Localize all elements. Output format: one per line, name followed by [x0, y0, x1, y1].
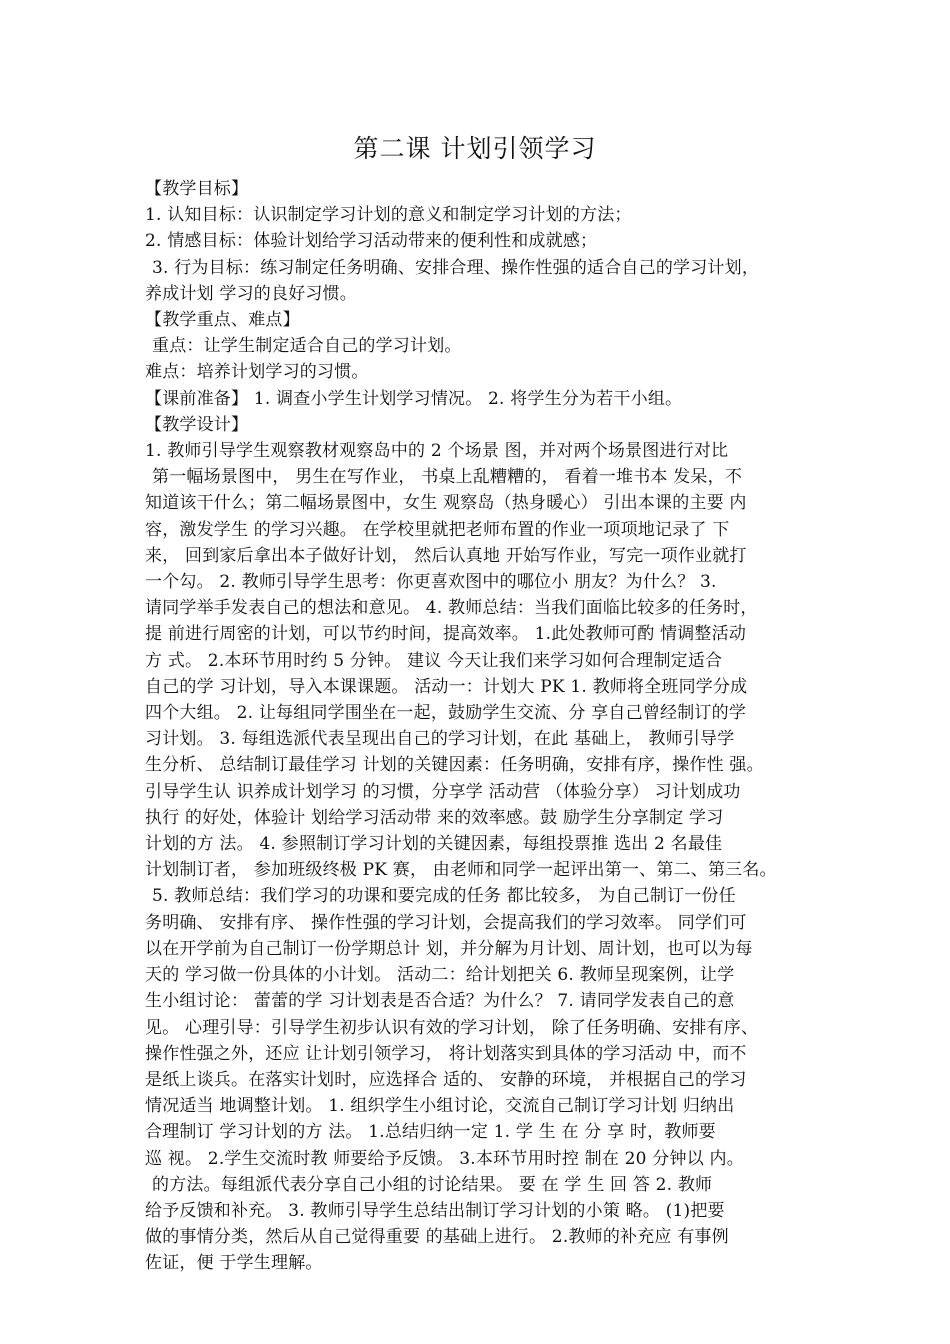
text-line: 请同学举手发表自己的想法和意见。 4. 教师总结：当我们面临比较多的任务时， — [145, 598, 758, 619]
text-line: 做的事情分类，然后从自己觉得重要 的基础上进行。 2.教师的补充应 有事例 — [145, 1227, 729, 1248]
text-line: 自己的学 习计划，导入本课课题。 活动一：计划大 PK 1. 教师将全班同学分成 — [145, 676, 748, 697]
text-line: 是纸上谈兵。在落实计划时，应选择合 适的、 安静的环境， 并根据自己的学习 — [145, 1069, 747, 1090]
text-line: 巡 视。 2.学生交流时教 师要给予反馈。 3.本环节用时控 制在 20 分钟以 内。 — [145, 1148, 744, 1169]
text-line: 容，激发学生 的学习兴趣。 在学校里就把老师布置的作业一项项地记录了 下 — [145, 519, 730, 540]
document-title: 第二课 计划引领学习 — [353, 134, 597, 163]
text-line: 佐证，便 于学生理解。 — [145, 1253, 323, 1274]
text-line: 计划的方 法。 4. 参照制订学习计划的关键因素，每组投票推 选出 2 名最佳 — [145, 834, 723, 855]
text-line: 一个勾。 2. 教师引导学生思考：你更喜欢图中的哪位小 朋友？为什么？ 3. — [145, 572, 717, 593]
text-line: 重点：让学生制定适合自己的学习计划。 — [152, 336, 462, 357]
text-line: 习计划。 3. 每组选派代表呈现出自己的学习计划，在此 基础上， 教师引导学 — [145, 729, 735, 750]
text-line: 1. 教师引导学生观察教材观察岛中的 2 个场景 图，并对两个场景图进行对比 — [145, 441, 729, 462]
text-line: 给予反馈和补充。 3. 教师引导学生总结出制订学习计划的小策 略。 (1)把要 — [145, 1200, 725, 1221]
text-line: 【教学重点、难点】 — [145, 310, 300, 331]
text-line: 四个大组。 2. 让每组同学围坐在一起，鼓励学生交流、分 享自己曾经制订的学 — [145, 703, 747, 724]
text-line: 来， 回到家后拿出本子做好计划， 然后认真地 开始写作业，写完一项作业就打 — [145, 545, 747, 566]
text-line: 引导学生认 识养成计划学习 的习惯，分享学 活动营 （体验分享） 习计划成功 — [145, 781, 741, 802]
text-line: 提 前进行周密的计划，可以节约时间，提高效率。 1.此处教师可酌 情调整活动 — [145, 624, 747, 645]
text-line: 3. 行为目标：练习制定任务明确、安排合理、操作性强的适合自己的学习计划， — [152, 257, 760, 278]
text-line: 合理制订 学习计划的方 法。 1.总结归纳一定 1. 学 生 在 分 享 时，教师要 — [145, 1122, 716, 1143]
text-line: 见。 心理引导：引导学生初步认识有效的学习计划， 除了任务明确、安排有序、 — [145, 1017, 759, 1038]
text-line: 养成计划 学习的良好习惯。 — [145, 283, 358, 304]
document-body — [145, 176, 815, 1277]
text-line: 的方法。每组派代表分享自己小组的讨论结果。 要 在 学 生 回 答 2. 教师 — [152, 1174, 713, 1195]
text-line: 第一幅场景图中， 男生在写作业， 书桌上乱糟糟的， 看着一堆书本 发呆，不 — [152, 467, 743, 488]
text-line: 务明确、 安排有序、 操作性强的学习计划，会提高我们的学习效率。 同学们可 — [145, 912, 747, 933]
text-line: 【教学设计】 — [145, 414, 249, 435]
text-line: 【课前准备】 1. 调查小学生计划学习情况。 2. 将学生分为若干小组。 — [145, 388, 683, 409]
text-line: 知道该干什么；第二幅场景图中，女生 观察岛（热身暖心） 引出本课的主要 内 — [145, 493, 747, 514]
text-line: 【教学目标】 — [145, 179, 249, 199]
text-line: 5. 教师总结：我们学习的功课和要完成的任务 都比较多， 为自己制订一份任 — [152, 886, 736, 907]
text-line: 计划制订者， 参加班级终极 PK 赛， 由老师和同学一起评出第一、第二、第三名。 — [145, 860, 777, 881]
text-line: 操作性强之外，还应 让计划引领学习， 将计划落实到具体的学习活动 中，而不 — [145, 1043, 747, 1064]
text-line: 难点：培养计划学习的习惯。 — [145, 362, 369, 383]
text-line: 1. 认知目标：认识制定学习计划的意义和制定学习计划的方法； — [145, 205, 632, 226]
text-line: 2. 情感目标：体验计划给学习活动带来的便利性和成就感； — [145, 231, 598, 252]
text-line: 方 式。 2.本环节用时约 5 分钟。 建议 今天让我们来学习如何合理制定适合 — [145, 650, 723, 671]
text-line: 以在开学前为自己制订一份学期总计 划，并分解为月计划、周计划，也可以为每 — [145, 938, 753, 959]
text-line: 生分析、 总结制订最佳学习 计划的关键因素：任务明确，安排有序，操作性 强。 — [145, 755, 764, 776]
text-line: 生小组讨论： 蕾蕾的学 习计划表是否合适？为什么？ 7. 请同学发表自己的意 — [145, 991, 735, 1012]
text-line: 执行 的好处，体验计 划给学习活动带 来的效率感。鼓 励学生分享制定 学习 — [145, 807, 724, 828]
text-line: 情况适当 地调整计划。 1. 组织学生小组讨论，交流自己制订学习计划 归纳出 — [145, 1096, 735, 1117]
text-line: 天的 学习做一份具体的小计划。 活动二：给计划把关 6. 教师呈现案例，让学 — [145, 965, 735, 986]
